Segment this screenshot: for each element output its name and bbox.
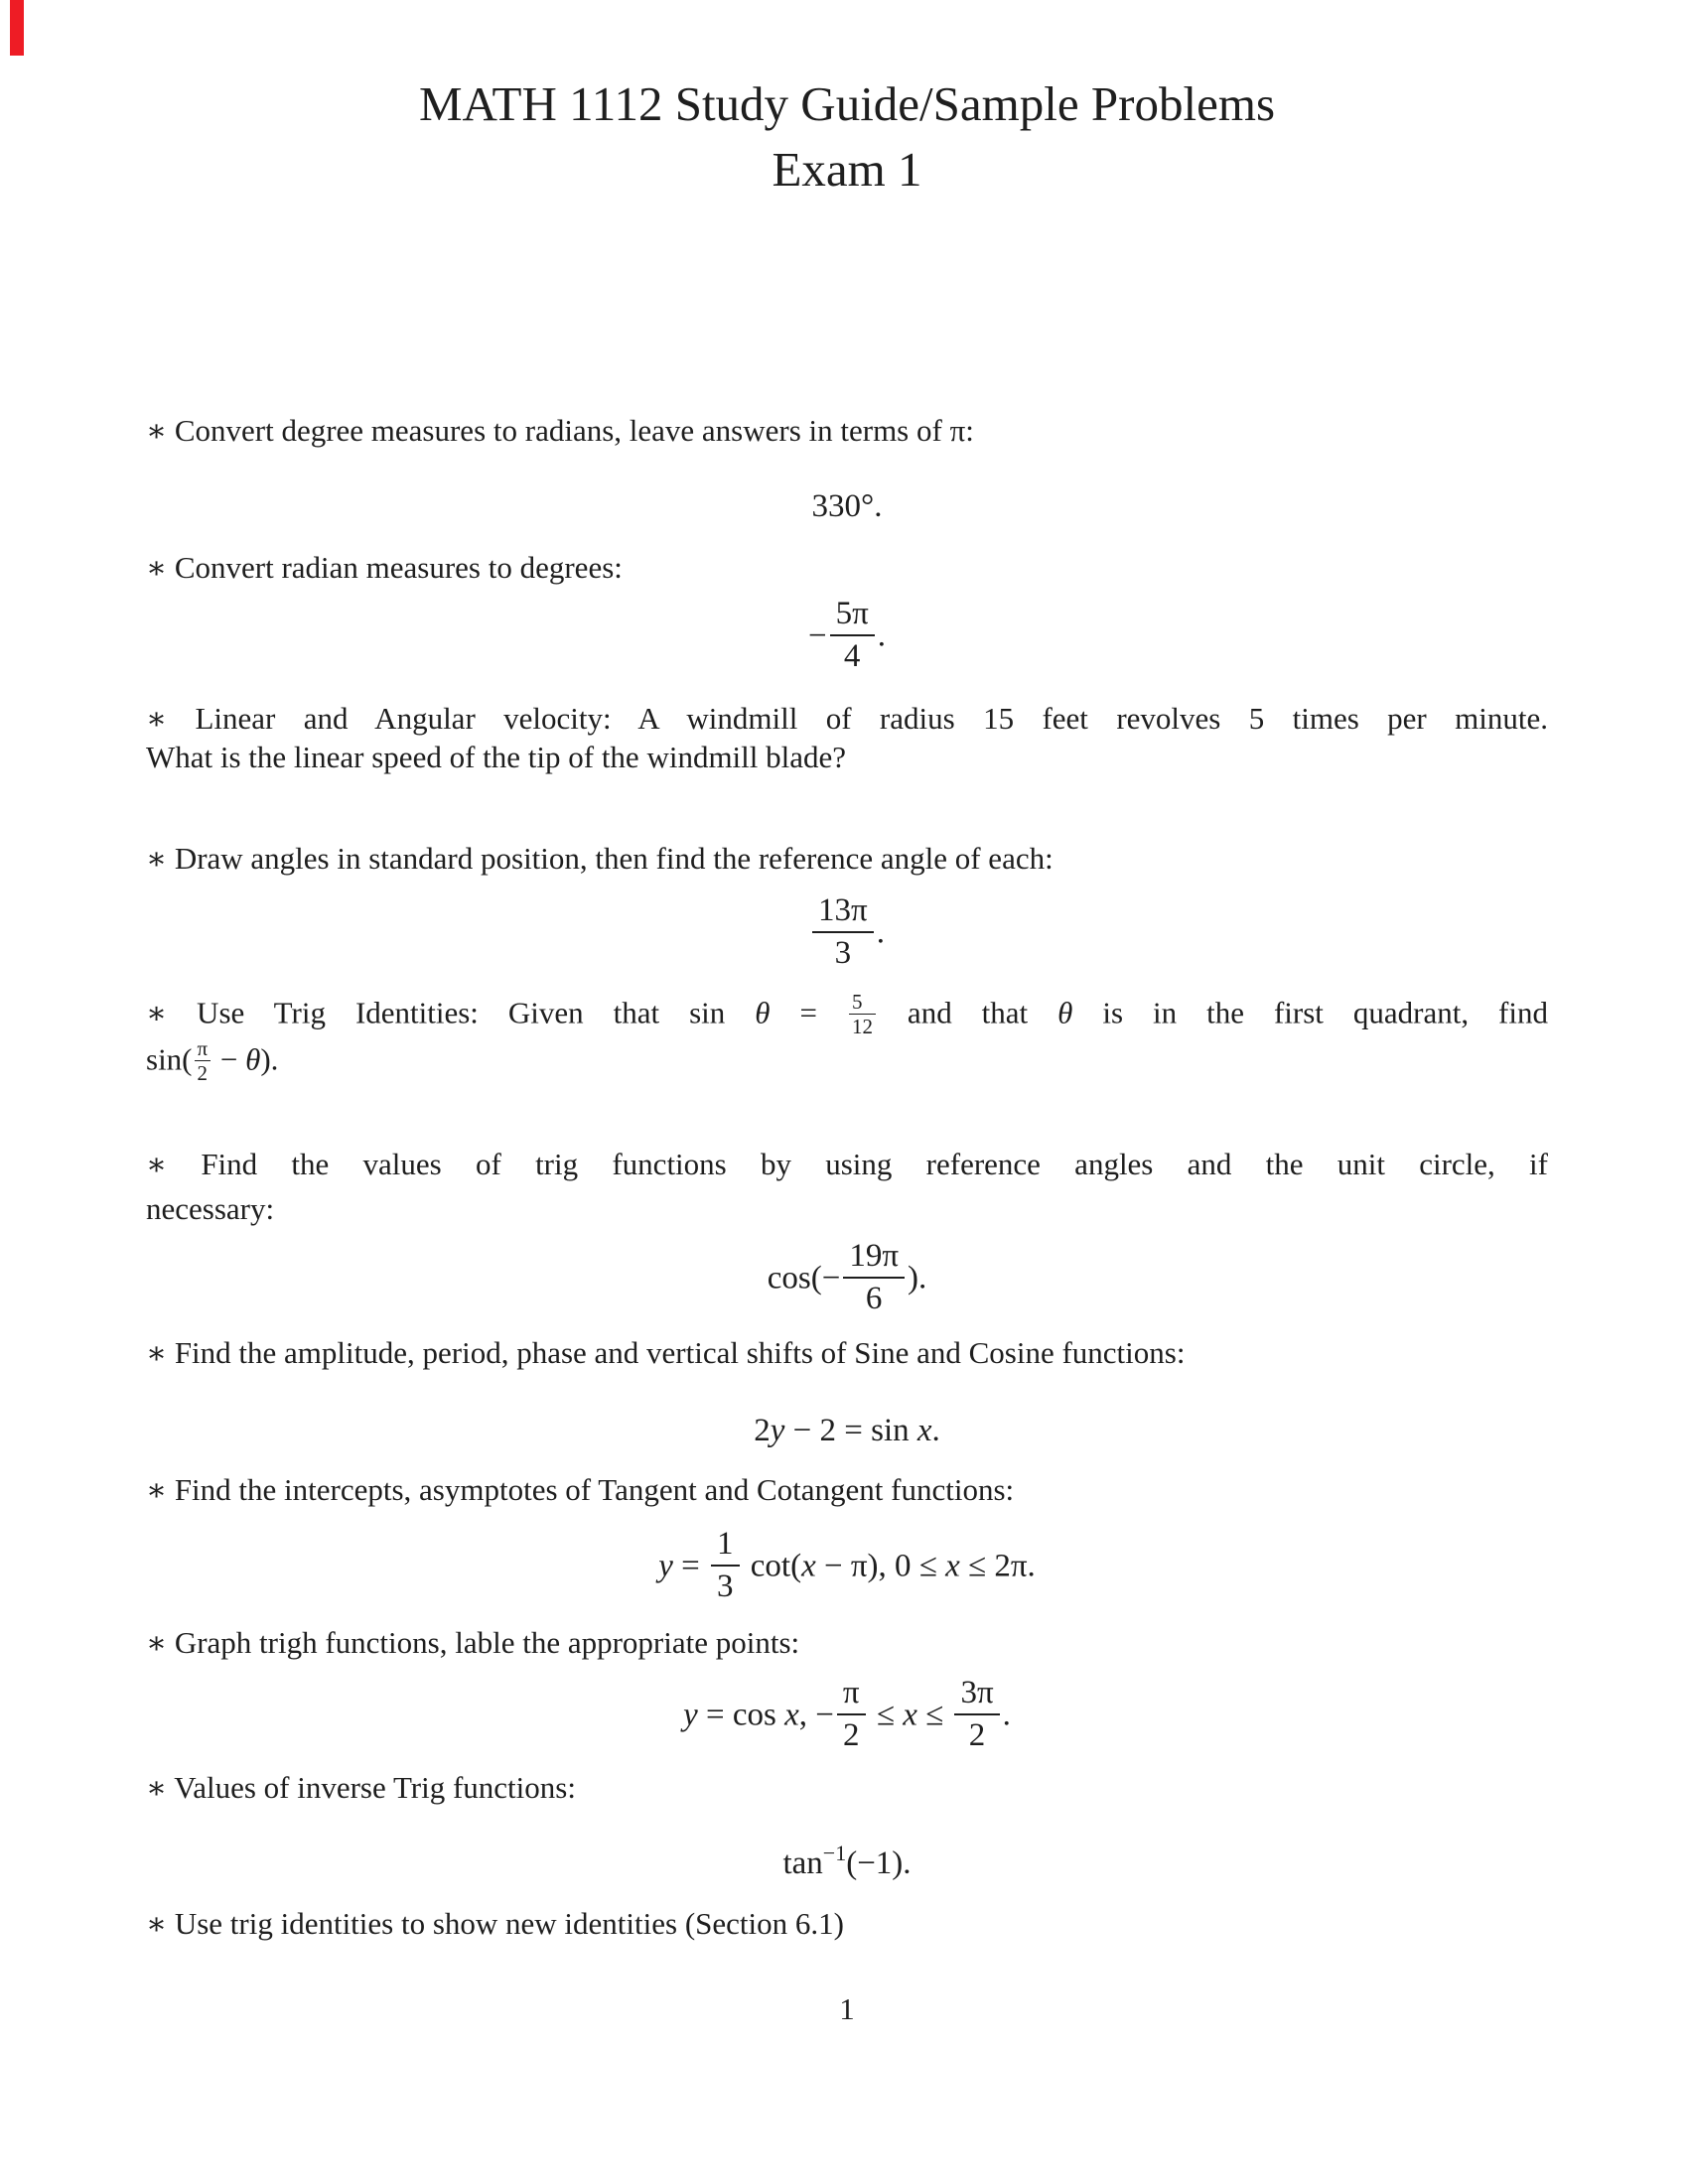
text-run: = cos xyxy=(697,1697,785,1733)
fraction-numerator: π xyxy=(842,1675,860,1710)
equation-period: . xyxy=(877,617,887,654)
fraction-denominator: 6 xyxy=(843,1277,905,1316)
problem-6-bullet-line2: necessary: xyxy=(146,1191,275,1226)
problem-2-expression xyxy=(146,596,1548,677)
fraction xyxy=(830,597,875,674)
equation-period: . xyxy=(1002,1697,1011,1733)
x-variable: x xyxy=(784,1697,799,1733)
text-run: and that xyxy=(877,995,1058,1030)
equation-period: . xyxy=(876,914,885,951)
problem-11-bullet: ∗ Use trig identities to show new identities (Section 6.1) xyxy=(146,1906,844,1941)
inline-fraction xyxy=(849,991,876,1037)
fraction-denominator: 2 xyxy=(954,1713,999,1753)
text-run: , − xyxy=(798,1697,834,1733)
text-run: = xyxy=(672,1548,708,1584)
problem-3-bullet-line2: What is the linear speed of the tip of the windmill blade? xyxy=(146,740,847,774)
theta-variable: θ xyxy=(1057,995,1073,1030)
text-run: (−1). xyxy=(846,1845,912,1881)
fraction-numerator: 5 xyxy=(851,990,863,1014)
fraction-numerator: 19π xyxy=(849,1238,899,1274)
text-run: ≤ xyxy=(868,1697,904,1733)
problem-6-bullet-line1: ∗ Find the values of trig functions by using reference angles and the unit circle, if xyxy=(146,1147,1548,1181)
text-run: ∗ Use Trig Identities: Given that sin xyxy=(146,995,756,1030)
fraction xyxy=(812,893,874,971)
y-variable: y xyxy=(658,1548,673,1584)
text-run: − 2 = sin xyxy=(784,1413,917,1448)
problem-9-expression xyxy=(146,1675,1548,1756)
text-run: is in the first quadrant, find xyxy=(1072,995,1548,1030)
problem-4-bullet: ∗ Draw angles in standard position, then find the reference angle of each: xyxy=(146,841,1054,876)
theta-variable: θ xyxy=(755,995,771,1030)
y-variable: y xyxy=(683,1697,698,1733)
fraction-denominator: 4 xyxy=(830,634,875,674)
problem-10-expression xyxy=(146,1843,1548,1887)
x-variable: x xyxy=(945,1548,960,1584)
problem-5-bullet-line1 xyxy=(146,990,1548,1039)
text-run: ). xyxy=(260,1041,279,1077)
problem-4-expression xyxy=(146,892,1548,974)
inline-fraction xyxy=(195,1037,211,1084)
problem-6-expression xyxy=(146,1238,1548,1319)
minus-sign: − xyxy=(807,617,827,654)
text-run: 2 xyxy=(754,1413,771,1448)
text-run: − π), 0 ≤ xyxy=(815,1548,946,1584)
problem-8-bullet: ∗ Find the intercepts, asymptotes of Tangent and Cotangent functions: xyxy=(146,1472,1015,1507)
problem-2-bullet: ∗ Convert radian measures to degrees: xyxy=(146,550,623,585)
problem-3-bullet-line1: ∗ Linear and Angular velocity: A windmill of radius 15 feet revolves 5 times per minute. xyxy=(146,701,1548,736)
fraction xyxy=(843,1239,905,1316)
text-run: sin( xyxy=(146,1041,193,1077)
fraction-numerator: 3π xyxy=(960,1675,994,1710)
text-run: cot( xyxy=(742,1548,802,1584)
equation-period: ). xyxy=(908,1260,927,1297)
fraction-denominator: 12 xyxy=(849,1014,876,1037)
problem-10-bullet: ∗ Values of inverse Trig functions: xyxy=(146,1770,576,1805)
text-run: tan xyxy=(782,1845,823,1881)
problem-7-expression xyxy=(146,1410,1548,1451)
text-run: ≤ 2π. xyxy=(959,1548,1036,1584)
fraction-numerator: 1 xyxy=(717,1526,734,1562)
problem-9-bullet: ∗ Graph trigh functions, lable the appropriate points: xyxy=(146,1625,800,1660)
page-title-line2: Exam 1 xyxy=(772,142,922,197)
inverse-superscript: −1 xyxy=(822,1841,847,1865)
problem-1-bullet: ∗ Convert degree measures to radians, leave answers in terms of π: xyxy=(146,413,974,448)
fraction xyxy=(711,1527,740,1604)
text-run: ≤ xyxy=(916,1697,952,1733)
fraction-denominator: 2 xyxy=(837,1713,866,1753)
text-run: = xyxy=(770,995,847,1030)
x-variable: x xyxy=(916,1413,932,1448)
fraction-denominator: 2 xyxy=(195,1060,211,1084)
problem-1-expression: 330°. xyxy=(811,488,883,524)
theta-variable: θ xyxy=(245,1041,261,1077)
x-variable: x xyxy=(801,1548,816,1584)
page-title-line1: MATH 1112 Study Guide/Sample Problems xyxy=(418,76,1276,131)
text-run: − xyxy=(212,1041,246,1077)
problem-5-bullet-line2 xyxy=(146,1036,1548,1086)
fraction-numerator: π xyxy=(197,1036,209,1060)
problem-7-bullet: ∗ Find the amplitude, period, phase and vertical shifts of Sine and Cosine functions: xyxy=(146,1335,1186,1370)
fraction-denominator: 3 xyxy=(812,931,874,971)
x-variable: x xyxy=(903,1697,917,1733)
fraction xyxy=(837,1676,866,1753)
equation-period: . xyxy=(931,1413,940,1448)
y-variable: y xyxy=(770,1413,785,1448)
text-run: cos(− xyxy=(767,1260,841,1297)
fraction xyxy=(954,1676,999,1753)
fraction-numerator: 13π xyxy=(818,892,868,928)
problem-8-expression xyxy=(146,1526,1548,1607)
page-number: 1 xyxy=(839,1991,855,2026)
fraction-denominator: 3 xyxy=(711,1565,740,1604)
red-annotation-mark xyxy=(10,0,24,56)
fraction-numerator: 5π xyxy=(835,596,869,631)
